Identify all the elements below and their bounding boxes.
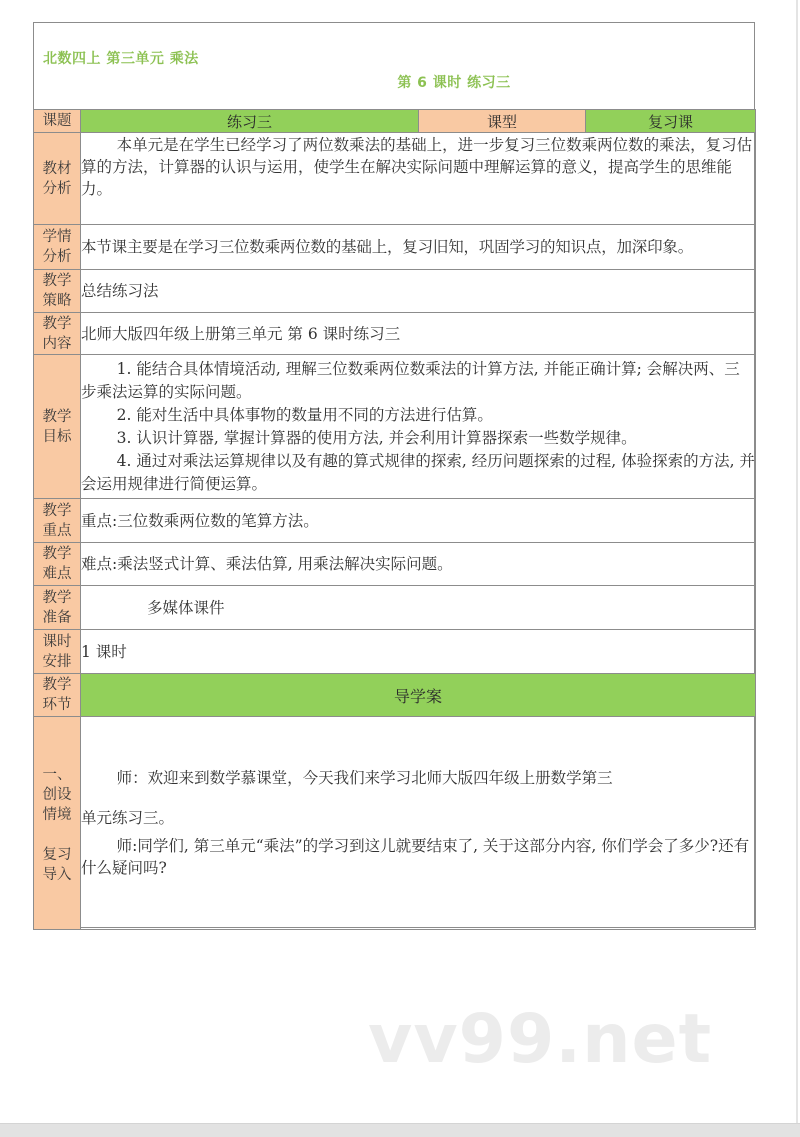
lesson-plan-table (33, 109, 756, 930)
goal-item: 1. 能结合具体情境活动, 理解三位数乘两位数乘法的计算方法, 并能正确计算; 会解决两、三步乘法运算的实际问题。 (81, 359, 740, 401)
teaching-process-title: 导学案 (81, 674, 756, 717)
section-one-row (34, 717, 756, 930)
preparation-row (34, 586, 756, 630)
student-analysis-text: 本节课主要是在学习三位数乘两位数的基础上，复习旧知，巩固学习的知识点，加深印象。 (81, 225, 756, 270)
topic-row (34, 110, 756, 133)
teacher-intro-continuation: 单元练习三。 (81, 809, 175, 827)
document-header (34, 23, 754, 109)
teaching-strategy-row (34, 270, 756, 313)
teacher-intro-paragraph: 师：欢迎来到数学慕课堂，今天我们来学习北师大版四年级上册数学第三 (116, 769, 613, 787)
lesson-plan-sheet (33, 22, 755, 928)
goal-item: 3. 认识计算器, 掌握计算器的使用方法, 并会利用计算器探索一些数学规律。 (116, 428, 637, 447)
preparation-text: 多媒体课件 (81, 586, 756, 630)
goal-item: 4. 通过对乘法运算规律以及有趣的算式规律的探索, 经历问题探索的过程, 体验探索的方法, 并会运用规律进行简便运算。 (81, 451, 755, 493)
teaching-content-text: 北师大版四年级上册第三单元 第 6 课时练习三 (81, 313, 756, 355)
type-label: 课型 (419, 110, 586, 133)
schedule-label: 课时 安排 (34, 630, 81, 674)
teaching-content-row (34, 313, 756, 355)
teaching-strategy-label: 教学 策略 (34, 270, 81, 313)
material-analysis-label: 教材 分析 (34, 133, 81, 225)
teaching-content-label: 教学 内容 (34, 313, 81, 355)
difficulty-label: 教学 难点 (34, 543, 81, 586)
schedule-row (34, 630, 756, 674)
material-analysis-row (34, 133, 756, 225)
key-point-label: 教学 重点 (34, 499, 81, 543)
material-analysis-text: 本单元是在学生已经学习了两位数乘法的基础上，进一步复习三位数乘两位数的乘法，复习估算的方法，计算器的认识与运用，使学生在解决实际问题中理解运算的意义，提高学生的思维能力。 (81, 133, 756, 225)
type-value: 复习课 (586, 110, 756, 133)
teaching-process-label: 教学 环节 (34, 674, 81, 717)
page-right-edge (796, 0, 798, 1123)
difficulty-row (34, 543, 756, 586)
teaching-strategy-text: 总结练习法 (81, 270, 756, 313)
schedule-text: 1 课时 (81, 630, 756, 674)
teaching-goals-row (34, 355, 756, 499)
page-bottom-strip (0, 1123, 800, 1137)
unit-title: 北数四上 第三单元 乘法 (43, 51, 199, 67)
preparation-label: 教学 准备 (34, 586, 81, 630)
teaching-process-row (34, 674, 756, 717)
key-point-row (34, 499, 756, 543)
teacher-review-paragraph: 师:同学们, 第三单元“乘法”的学习到这儿就要结束了, 关于这部分内容, 你们学会了多少?还有什么疑问吗? (81, 837, 750, 877)
watermark-text: vv99.net (368, 1000, 713, 1079)
section-one-label: 一、 创设 情境 复习 导入 (34, 717, 81, 930)
goal-item: 2. 能对生活中具体事物的数量用不同的方法进行估算。 (116, 405, 493, 424)
key-point-text: 重点:三位数乘两位数的笔算方法。 (81, 499, 756, 543)
teaching-goals-label: 教学 目标 (34, 355, 81, 499)
teaching-goals-list (81, 355, 756, 499)
student-analysis-row (34, 225, 756, 270)
section-one-text (81, 717, 756, 930)
topic-value: 练习三 (81, 110, 419, 133)
difficulty-text: 难点:乘法竖式计算、乘法估算, 用乘法解决实际问题。 (81, 543, 756, 586)
topic-label: 课题 (34, 110, 81, 133)
student-analysis-label: 学情 分析 (34, 225, 81, 270)
lesson-title: 第 6 课时 练习三 (397, 75, 511, 91)
